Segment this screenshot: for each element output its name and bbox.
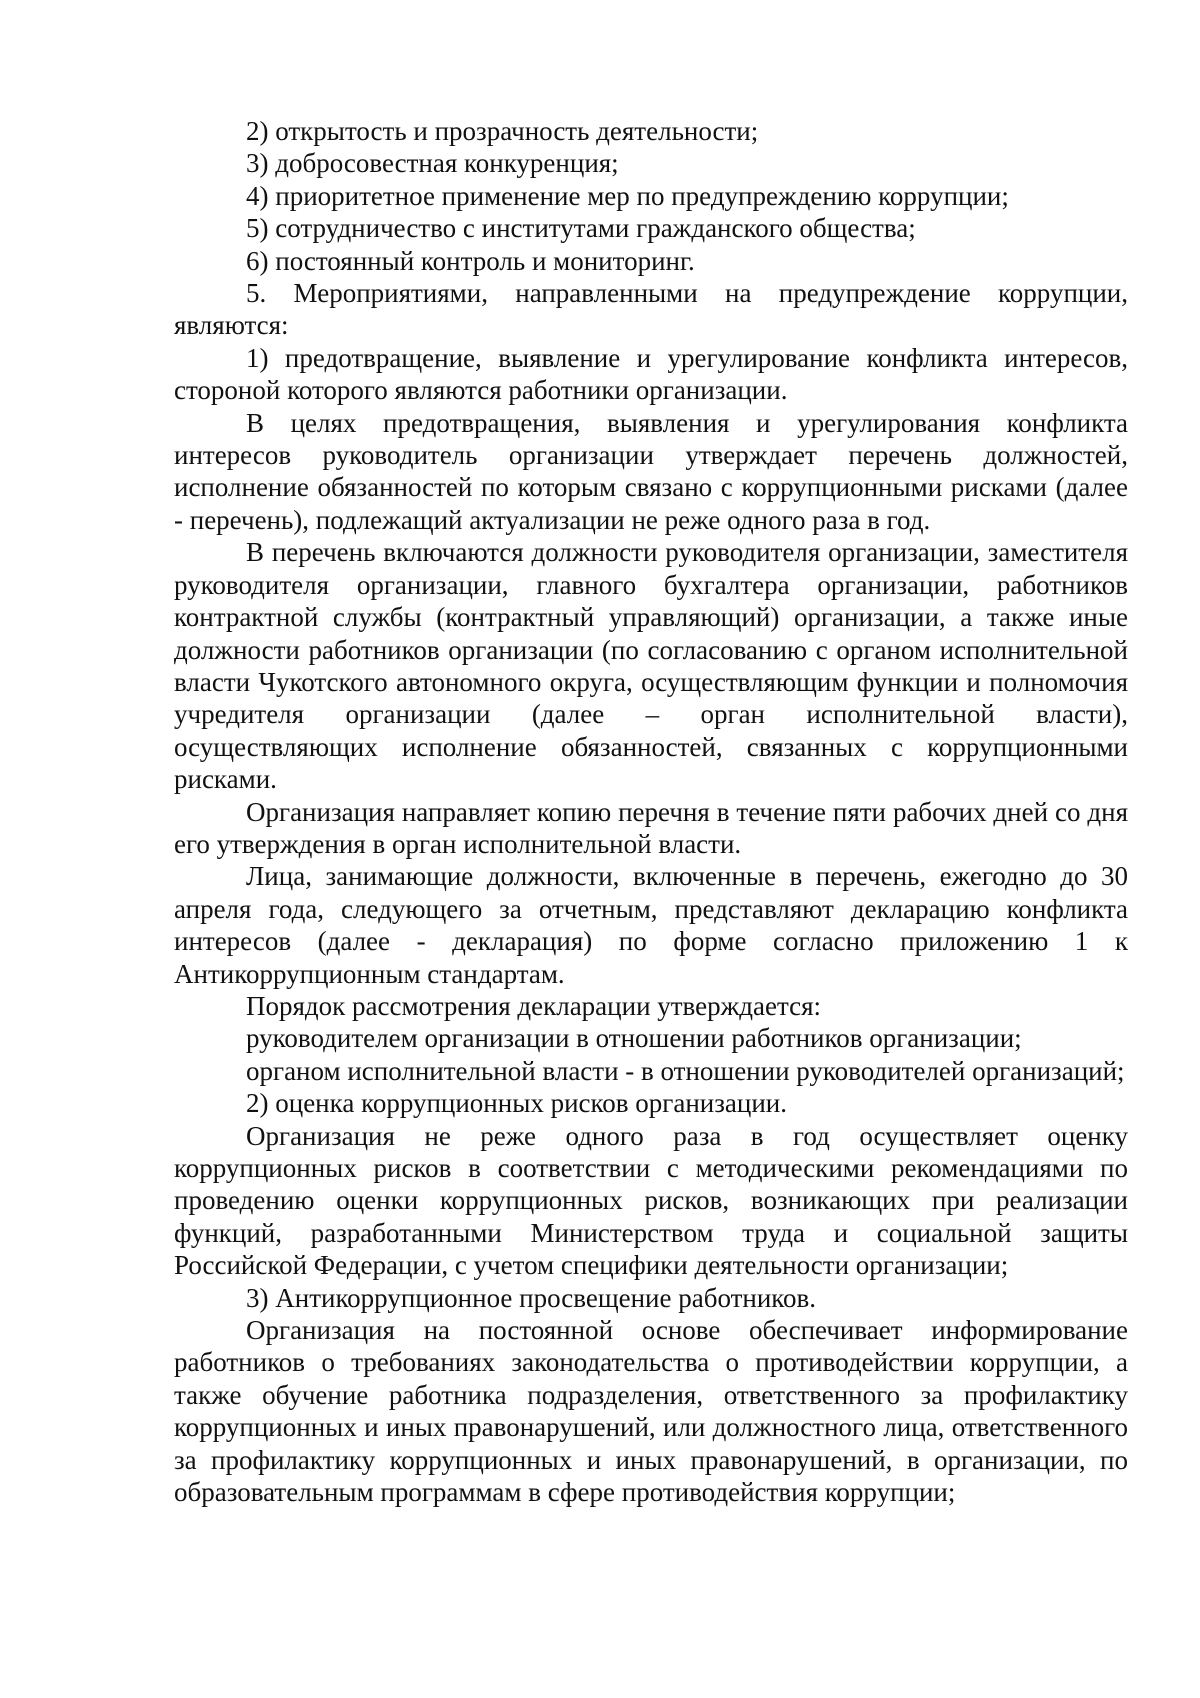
measure-3-education: 3) Антикоррупционное просвещение работников. bbox=[246, 1282, 817, 1313]
measure-2-risk-assessment: 2) оценка коррупционных рисков организации. bbox=[246, 1088, 787, 1119]
paragraph-declaration: Лица, занимающие должности, включенные в перечень, ежегодно до 30 апреля года, следующего за отчетным, представляют декларацию конфликта интересов (далее - декларация) по форме согласно приложению 1 к Антикоррупционным стандартам. bbox=[174, 861, 1128, 989]
paragraph-declaration-procedure: Порядок рассмотрения декларации утверждается: bbox=[246, 990, 822, 1021]
paragraph-item-3: 3) добросовестная конкуренция; bbox=[246, 148, 619, 179]
paragraph-procedure-authority: органом исполнительной власти - в отношении руководителей организаций; bbox=[246, 1055, 1125, 1086]
paragraph-procedure-head: руководителем организации в отношении работников организации; bbox=[246, 1023, 1022, 1054]
measure-1-conflict-of-interest: 1) предотвращение, выявление и урегулирование конфликта интересов, стороной которого являются работники организации. bbox=[174, 342, 1128, 406]
paragraph-item-6: 6) постоянный контроль и мониторинг. bbox=[246, 245, 695, 276]
document-page bbox=[174, 115, 1128, 1508]
paragraph-list-submission: Организация направляет копию перечня в течение пяти рабочих дней со дня его утверждения в орган исполнительной власти. bbox=[174, 796, 1128, 859]
paragraph-position-list: В целях предотвращения, выявления и урегулирования конфликта интересов руководитель организации утверждает перечень должностей, исполнение обязанностей по которым связано с коррупционными рисками (далее - перечень), подлежащий актуализации не реже одного раза в год. bbox=[174, 407, 1128, 535]
paragraph-position-list-contents: В перечень включаются должности руководителя организации, заместителя руководителя организации, главного бухгалтера организации, работников контрактной службы (контрактный управляющий) организации, а также иные должности работников организации (по согласованию с органом исполнительной власти Чукотского автономного округа, осуществляющим функции и полномочия учредителя организации (далее – орган исполнительной власти), осуществляющих исполнение обязанностей, связанных с коррупционными рисками. bbox=[174, 537, 1128, 795]
section-5-heading: 5. Мероприятиями, направленными на предупреждение коррупции, являются: bbox=[174, 278, 1128, 341]
paragraph-item-5: 5) сотрудничество с институтами гражданского общества; bbox=[246, 213, 916, 244]
paragraph-item-4: 4) приоритетное применение мер по предупреждению коррупции; bbox=[246, 180, 1009, 211]
paragraph-item-2: 2) открытость и прозрачность деятельности; bbox=[246, 116, 759, 146]
paragraph-education: Организация на постоянной основе обеспечивает информирование работников о требованиях законодательства о противодействии коррупции, а также обучение работника подразделения, ответственного за профилактику коррупционных и иных правонарушений, или должностного лица, ответственного за профилактику коррупционных и иных правонарушений, в организации, по образовательным программам в сфере противодействия коррупции; bbox=[174, 1315, 1128, 1508]
paragraph-risk-assessment: Организация не реже одного раза в год осуществляет оценку коррупционных рисков в соответствии с методическими рекомендациями по проведению оценки коррупционных рисков, возникающих при реализации функций, разработанными Министерством труда и социальной защиты Российской Федерации, с учетом специфики деятельности организации; bbox=[174, 1120, 1128, 1281]
